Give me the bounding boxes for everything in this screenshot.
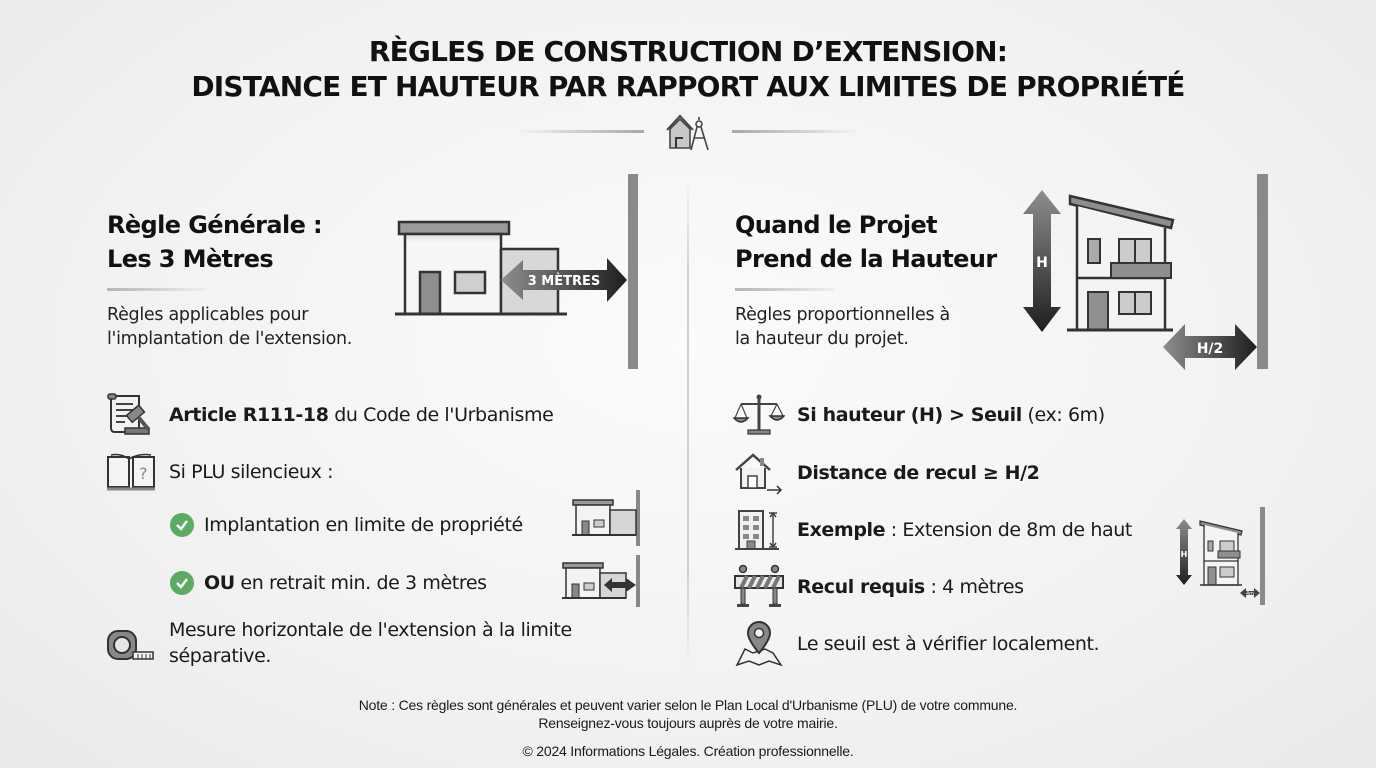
list-item-local-check [733, 621, 1099, 667]
example-bold: Exemple [797, 519, 886, 541]
house-compass-icon [663, 110, 713, 154]
right-title-line-1: Quand le Projet [735, 211, 938, 239]
right-title-rule [735, 288, 835, 291]
house-setback-arrow-icon [560, 553, 644, 609]
title-line-2: DISTANCE ET HAUTEUR PAR RAPPORT AUX LIMITES DE PROPRIÉTÉ [191, 70, 1185, 103]
boundary-text: Implantation en limite de propriété [204, 514, 523, 536]
right-subtitle-line-1: Règles proportionnelles à [735, 305, 950, 325]
right-subtitle-line-2: la hauteur du projet. [735, 329, 909, 349]
footer-note [0, 697, 1376, 731]
list-item-required-setback [733, 564, 1024, 610]
list-item-threshold [733, 392, 1105, 438]
tape-measure-icon [105, 623, 157, 669]
legal-document-gavel-icon [105, 392, 157, 438]
right-section-subtitle [735, 303, 950, 351]
example-text: : Extension de 8m de haut [885, 519, 1132, 541]
title-decoration [520, 110, 856, 154]
right-title-line-2: Prend de la Hauteur [735, 245, 997, 273]
left-title-line-1: Règle Générale : [107, 211, 323, 239]
plu-silent-text: Si PLU silencieux : [169, 461, 334, 483]
title-divider-right [732, 130, 856, 133]
list-item-setback [170, 570, 487, 596]
height-label: H [1036, 255, 1048, 271]
required-setback-text: : 4 mètres [924, 576, 1024, 598]
building-height-icon [733, 507, 785, 553]
left-title-rule [107, 288, 207, 291]
thumb-height-label: H [1180, 550, 1188, 559]
left-section-title [107, 208, 322, 276]
house-on-boundary-icon [570, 488, 644, 548]
title-divider-left [520, 130, 644, 133]
three-meters-label: 3 MÈTRES [527, 274, 601, 289]
threshold-text: (ex: 6m) [1021, 404, 1105, 426]
list-item-measure [105, 617, 572, 669]
road-barrier-icon [733, 564, 785, 610]
footer-copyright: © 2024 Informations Légales. Création professionnelle. [522, 743, 854, 759]
map-pin-icon [733, 621, 785, 667]
required-setback-bold: Recul requis [797, 576, 925, 598]
left-subtitle-line-1: Règles applicables pour [107, 305, 309, 325]
local-check-text: Le seuil est à vérifier localement. [797, 633, 1100, 655]
setback-distance-bold: Distance de recul ≥ H/2 [797, 462, 1040, 484]
three-meter-rule-illustration [395, 172, 645, 372]
footer-note-line-2: Renseignez-vous toujours auprès de votre mairie. [538, 715, 838, 731]
check-circle-icon [170, 513, 194, 537]
article-bold: Article R111-18 [169, 404, 329, 426]
check-circle-icon [170, 571, 194, 595]
list-item-boundary [170, 512, 523, 538]
page-title [0, 34, 1376, 104]
left-section-subtitle [107, 303, 352, 351]
measure-text-line-1: Mesure horizontale de l'extension à la limite [169, 619, 572, 641]
list-item-plu-silent [105, 449, 333, 495]
article-text: du Code de l'Urbanisme [328, 404, 554, 426]
setback-text: en retrait min. de 3 mètres [234, 572, 487, 594]
right-section-title [735, 208, 997, 276]
list-item-example [733, 507, 1132, 553]
scales-icon [733, 392, 785, 438]
threshold-bold: Si hauteur (H) > Seuil [797, 404, 1022, 426]
measure-text-line-2: séparative. [169, 645, 272, 667]
left-title-line-2: Les 3 Mètres [107, 245, 274, 273]
footer-note-line-1: Note : Ces règles sont générales et peuvent varier selon le Plan Local d'Urbanisme (PLU) de votre commune. [358, 697, 1018, 713]
column-divider [687, 185, 689, 665]
left-subtitle-line-2: l'implantation de l'extension. [107, 329, 353, 349]
setback-bold: OU [204, 572, 235, 594]
title-line-1: RÈGLES DE CONSTRUCTION D’EXTENSION: [368, 35, 1008, 68]
svg-text:?: ? [138, 464, 148, 483]
open-book-question-icon [105, 449, 157, 495]
half-height-label: H/2 [1196, 341, 1224, 357]
house-arrow-icon [733, 450, 785, 496]
list-item-article [105, 392, 553, 438]
list-item-setback-distance [733, 450, 1039, 496]
thumb-distance-label: 4m [1245, 591, 1255, 597]
height-rule-illustration [1015, 172, 1275, 372]
example-height-thumbnail [1170, 505, 1270, 607]
